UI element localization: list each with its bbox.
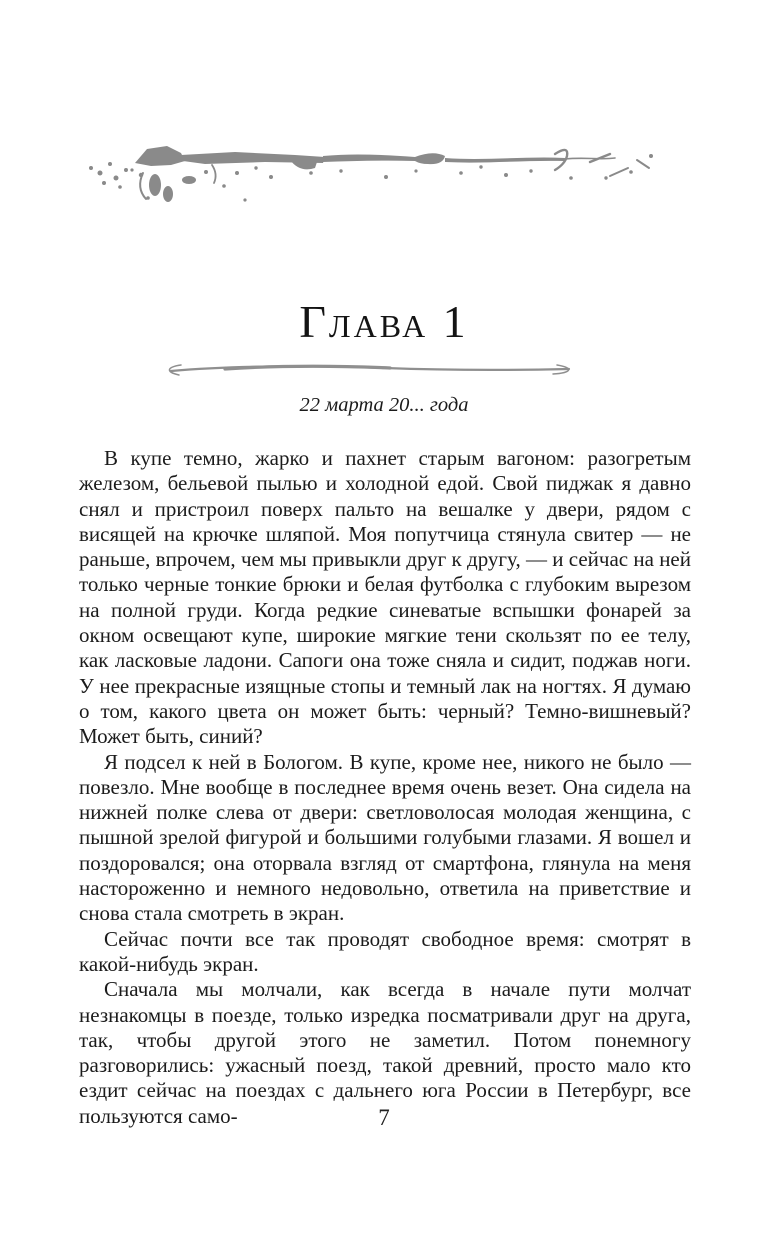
chapter-title: Глава 1 [299, 296, 469, 347]
page-number: 7 [378, 1105, 390, 1130]
body-text [79, 446, 691, 1129]
paragraph: В купе темно, жарко и пахнет старым вагоном: разогретым железом, бельевой пылью и холодной едой. Свой пиджак я давно снял и пристроил поверх пальто на вешалке у двери, рядом с висящей на крючке шляпой. Моя попутчица стянула свитер — не раньше, впрочем, чем мы привыкли друг к другу, — и сейчас на ней только черные тонкие брюки и белая футболка с глубоким вырезом на полной груди. Когда редкие синеватые вспышки фонарей за окном освещают купе, широкие мягкие тени скользят по ее телу, как ласковые ладони. Сапоги она тоже сняла и сидит, поджав ноги. У нее прекрасные изящные стопы и темный лак на ногтях. Я думаю о том, какого цвета он может быть: черный? Темно-вишневый? Может быть, синий? [79, 446, 691, 749]
paragraph: Я подсел к ней в Бологом. В купе, кроме нее, никого не было — повезло. Мне вообще в последнее время очень везет. Она сидела на нижней полке слева от двери: светловолосая молодая женщина, с пышной зрелой фигурой и большими голубыми глазами. Я вошел и поздоровался; она оторвала взгляд от смартфона, глянула на меня настороженно и немного недовольно, ответила на приветствие и снова стала смотреть в экран. [79, 749, 691, 926]
chapter-ornament-graphic [85, 142, 660, 210]
paragraph: Сначала мы молчали, как всегда в начале пути молчат незнакомцы в поезде, только изредка посматривали друг на друга, так, чтобы другой этого не заметил. Потом понемногу разговорились: ужасный поезд, такой древний, просто мало кто ездит сейчас на поездах с дальнего юга России в Петербург, все пользуются само- [79, 977, 691, 1128]
chapter-divider-rule [155, 361, 585, 379]
paragraph: Сейчас почти все так проводят свободное время: смотрят в какой-нибудь экран. [79, 926, 691, 976]
date-line: 22 марта 20... года [299, 394, 469, 416]
